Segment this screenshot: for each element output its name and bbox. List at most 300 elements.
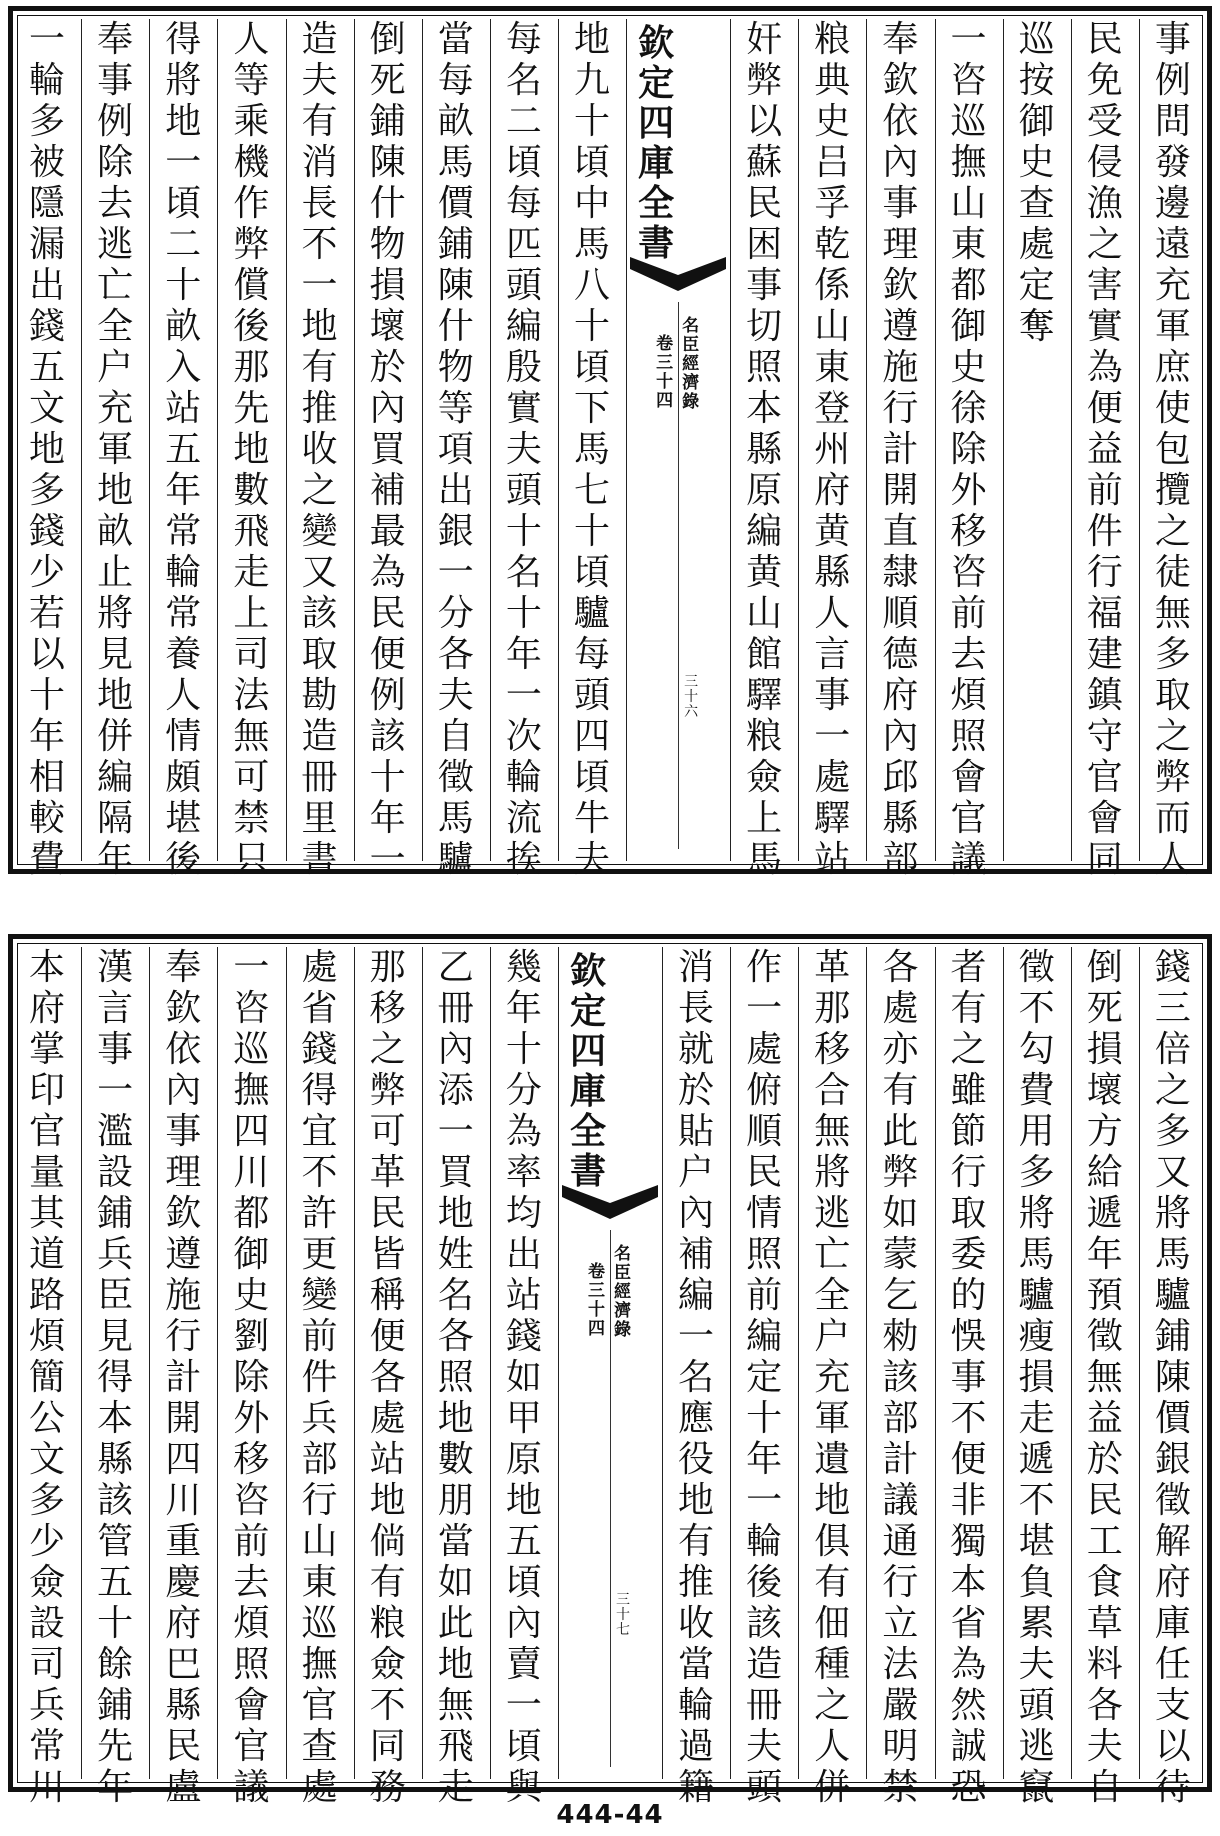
text-column	[490, 947, 558, 1808]
glyph: 民	[369, 593, 406, 634]
glyph: 公	[29, 1398, 66, 1439]
glyph: 一	[369, 839, 406, 880]
glyph: 部	[882, 1398, 919, 1439]
glyph: 法	[882, 1644, 919, 1685]
text-column	[422, 19, 490, 880]
glyph: 官	[29, 1111, 66, 1152]
glyph: 事	[950, 1357, 987, 1398]
glyph: 畝	[437, 101, 474, 142]
glyph: 作	[746, 947, 783, 988]
glyph: 銀	[437, 511, 474, 552]
glyph: 節	[950, 1111, 987, 1152]
glyph: 路	[29, 1275, 66, 1316]
glyph: 人	[1154, 839, 1191, 880]
glyph: 先	[233, 388, 270, 429]
page-number: 444-44	[556, 1800, 664, 1830]
glyph: 內	[369, 388, 406, 429]
glyph: 堪	[1018, 1521, 1055, 1562]
glyph: 一	[950, 19, 987, 60]
glyph: 以	[29, 634, 66, 675]
column-rule	[935, 19, 936, 861]
glyph: 禁	[233, 798, 270, 839]
glyph: 不	[1018, 1480, 1055, 1521]
glyph: 此	[437, 1603, 474, 1644]
glyph: 將	[814, 1152, 851, 1193]
glyph: 除	[233, 1357, 270, 1398]
glyph: 就	[678, 1029, 715, 1070]
glyph: 宜	[301, 1111, 338, 1152]
glyph: 站	[814, 839, 851, 880]
glyph: 七	[574, 470, 611, 511]
glyph: 夫	[505, 429, 542, 470]
text-column	[217, 19, 285, 880]
glyph: 養	[165, 634, 202, 675]
column-rule	[354, 947, 355, 1779]
glyph: 造	[301, 716, 338, 757]
glyph: 那	[369, 947, 406, 988]
glyph: 官	[301, 1685, 338, 1726]
column-rule	[1139, 19, 1140, 861]
fold-title-glyph: 定	[638, 62, 675, 104]
glyph: 欽	[165, 1193, 202, 1234]
glyph: 縣	[165, 1685, 202, 1726]
glyph: 庫	[1154, 1603, 1191, 1644]
glyph: 軍	[97, 429, 134, 470]
fold-juan	[588, 1263, 605, 1339]
glyph: 役	[678, 1439, 715, 1480]
glyph: 嚴	[882, 1685, 919, 1726]
glyph: 省	[301, 988, 338, 1029]
glyph: 鋪	[437, 224, 474, 265]
glyph: 價	[1154, 1398, 1191, 1439]
glyph: 變	[301, 1275, 338, 1316]
glyph: 行	[165, 1316, 202, 1357]
glyph: 又	[301, 552, 338, 593]
fold-title-glyph: 欽	[569, 950, 606, 992]
glyph: 前	[301, 1316, 338, 1357]
glyph: 照	[746, 1234, 783, 1275]
glyph: 添	[437, 1070, 474, 1111]
leaf-bottom	[8, 934, 1212, 1808]
glyph: 若	[29, 593, 66, 634]
glyph: 勾	[1018, 1029, 1055, 1070]
glyph: 頭	[746, 1767, 783, 1808]
text-column	[798, 19, 866, 880]
glyph: 革	[369, 1152, 406, 1193]
glyph: 漏	[29, 224, 66, 265]
glyph: 悞	[950, 1316, 987, 1357]
glyph: 民	[746, 183, 783, 224]
glyph: 最	[369, 511, 406, 552]
glyph: 四	[233, 1111, 270, 1152]
glyph: 情	[746, 1193, 783, 1234]
glyph: 五	[97, 1562, 134, 1603]
glyph: 常	[29, 1726, 66, 1767]
glyph: 頃	[505, 1562, 542, 1603]
glyph: 內	[505, 1603, 542, 1644]
glyph: 為	[1086, 347, 1123, 388]
column-rule	[935, 947, 936, 1779]
glyph: 站	[369, 1439, 406, 1480]
glyph: 頃	[574, 552, 611, 593]
glyph: 攬	[1154, 470, 1191, 511]
fold-title-glyph: 書	[569, 1150, 606, 1192]
glyph: 川	[165, 1480, 202, 1521]
glyph: 處	[301, 1767, 338, 1808]
glyph: 入	[165, 347, 202, 388]
glyph: 見	[97, 634, 134, 675]
glyph: 年	[746, 1439, 783, 1480]
glyph: 較	[29, 798, 66, 839]
glyph: 為	[950, 1644, 987, 1685]
glyph: 均	[505, 1193, 542, 1234]
glyph: 黄	[746, 552, 783, 593]
glyph: 補	[678, 1234, 715, 1275]
column-rule	[217, 947, 218, 1779]
glyph: 十	[97, 1603, 134, 1644]
glyph: 地	[678, 1480, 715, 1521]
glyph: 事	[97, 60, 134, 101]
glyph: 雖	[950, 1070, 987, 1111]
glyph: 充	[1154, 265, 1191, 306]
glyph: 建	[1086, 634, 1123, 675]
glyph: 出	[437, 470, 474, 511]
glyph: 民	[1086, 1480, 1123, 1521]
glyph: 計	[882, 429, 919, 470]
glyph: 償	[233, 265, 270, 306]
column-rule	[354, 19, 355, 861]
glyph: 掌	[29, 1029, 66, 1070]
glyph: 民	[165, 1726, 202, 1767]
glyph: 粮	[746, 716, 783, 757]
glyph: 户	[97, 347, 134, 388]
glyph: 里	[301, 798, 338, 839]
glyph: 一	[165, 142, 202, 183]
glyph: 益	[1086, 1398, 1123, 1439]
glyph: 文	[29, 1439, 66, 1480]
glyph: 人	[165, 675, 202, 716]
glyph: 移	[369, 988, 406, 1029]
glyph: 事	[814, 675, 851, 716]
glyph: 倍	[1154, 1029, 1191, 1070]
glyph: 冊	[301, 757, 338, 798]
glyph: 户	[814, 1316, 851, 1357]
glyph: 除	[950, 429, 987, 470]
glyph: 去	[97, 183, 134, 224]
glyph: 發	[1154, 142, 1191, 183]
glyph: 本	[29, 947, 66, 988]
glyph: 什	[369, 183, 406, 224]
glyph: 少	[29, 552, 66, 593]
glyph: 名	[678, 1357, 715, 1398]
glyph: 二	[505, 101, 542, 142]
text-column	[730, 947, 798, 1808]
glyph: 史	[1018, 142, 1055, 183]
glyph: 地	[233, 429, 270, 470]
glyph: 十	[746, 1398, 783, 1439]
glyph: 驛	[814, 798, 851, 839]
glyph: 負	[1018, 1562, 1055, 1603]
glyph: 此	[882, 1111, 919, 1152]
column-rule	[422, 947, 423, 1779]
glyph: 東	[950, 224, 987, 265]
glyph: 隱	[29, 183, 66, 224]
glyph: 十	[165, 265, 202, 306]
glyph: 邊	[1154, 183, 1191, 224]
glyph: 多	[1018, 1152, 1055, 1193]
glyph: 前	[746, 1275, 783, 1316]
glyph: 革	[814, 947, 851, 988]
glyph: 移	[814, 1029, 851, 1070]
glyph: 煩	[233, 1603, 270, 1644]
column-rule	[149, 947, 150, 1779]
glyph: 給	[1086, 1152, 1123, 1193]
glyph: 史	[814, 101, 851, 142]
glyph: 賣	[505, 1644, 542, 1685]
column-rule	[866, 947, 867, 1779]
glyph: 飛	[437, 1726, 474, 1767]
text-column	[866, 19, 934, 880]
glyph: 管	[97, 1521, 134, 1562]
glyph: 料	[1086, 1644, 1123, 1685]
glyph: 便	[950, 1439, 987, 1480]
glyph: 便	[369, 1316, 406, 1357]
glyph: 撫	[233, 1070, 270, 1111]
glyph: 死	[1086, 988, 1123, 1029]
glyph: 處	[1018, 224, 1055, 265]
glyph: 無	[814, 1111, 851, 1152]
fold-title-glyph: 庫	[638, 142, 675, 184]
glyph: 其	[29, 1193, 66, 1234]
fold-book-title-glyph: 錄	[682, 392, 700, 412]
glyph: 問	[1154, 101, 1191, 142]
glyph: 御	[1018, 101, 1055, 142]
fold-title-glyph: 四	[638, 102, 675, 144]
glyph: 頭	[505, 470, 542, 511]
fold-juan-glyph: 三	[588, 1281, 605, 1301]
fold-title-glyph: 書	[638, 222, 675, 264]
column-rule	[626, 19, 627, 861]
text-column	[81, 947, 149, 1808]
glyph: 咨	[233, 988, 270, 1029]
glyph: 走	[437, 1767, 474, 1808]
glyph: 內	[882, 142, 919, 183]
glyph: 八	[574, 265, 611, 306]
glyph: 常	[165, 511, 202, 552]
glyph: 漁	[1086, 183, 1123, 224]
glyph: 計	[165, 1357, 202, 1398]
text-column	[866, 947, 934, 1808]
glyph: 取	[301, 634, 338, 675]
glyph: 通	[882, 1521, 919, 1562]
glyph: 福	[1086, 593, 1123, 634]
glyph: 弊	[233, 224, 270, 265]
glyph: 巴	[165, 1644, 202, 1685]
glyph: 困	[746, 224, 783, 265]
glyph: 逃	[97, 224, 134, 265]
glyph: 於	[678, 1070, 715, 1111]
glyph: 僉	[746, 757, 783, 798]
glyph: 處	[882, 988, 919, 1029]
glyph: 十	[505, 593, 542, 634]
fold-juan-glyph: 四	[588, 1319, 605, 1339]
glyph: 山	[746, 593, 783, 634]
glyph: 與	[505, 1767, 542, 1808]
glyph: 可	[233, 757, 270, 798]
glyph: 者	[950, 947, 987, 988]
glyph: 姓	[437, 1234, 474, 1275]
glyph: 造	[746, 1644, 783, 1685]
glyph: 不	[1018, 988, 1055, 1029]
glyph: 量	[29, 1152, 66, 1193]
fold-title-glyph: 庫	[569, 1070, 606, 1112]
glyph: 言	[814, 634, 851, 675]
fold-juan-glyph: 十	[656, 372, 674, 392]
text-column	[13, 947, 81, 1808]
glyph: 開	[882, 470, 919, 511]
fold-book-title-glyph: 濟	[682, 373, 700, 393]
glyph: 民	[746, 1152, 783, 1193]
glyph: 編	[678, 1275, 715, 1316]
glyph: 史	[950, 347, 987, 388]
glyph: 驢	[437, 839, 474, 880]
glyph: 作	[233, 183, 270, 224]
glyph: 稱	[369, 1275, 406, 1316]
column-rule	[730, 19, 731, 861]
glyph: 前	[950, 593, 987, 634]
fold-column	[558, 945, 662, 1781]
glyph: 人	[233, 19, 270, 60]
glyph: 自	[437, 716, 474, 757]
glyph: 五	[505, 1521, 542, 1562]
glyph: 瘦	[1018, 1316, 1055, 1357]
glyph: 損	[1086, 1029, 1123, 1070]
glyph: 買	[369, 429, 406, 470]
glyph: 隸	[882, 552, 919, 593]
glyph: 止	[97, 552, 134, 593]
glyph: 被	[29, 142, 66, 183]
glyph: 欽	[882, 265, 919, 306]
glyph: 民	[369, 1193, 406, 1234]
glyph: 有	[301, 101, 338, 142]
glyph: 弊	[1154, 757, 1191, 798]
glyph: 用	[1018, 1111, 1055, 1152]
glyph: 撫	[950, 142, 987, 183]
fishtail-mark	[562, 1185, 658, 1219]
glyph: 有	[369, 1562, 406, 1603]
glyph: 貼	[678, 1111, 715, 1152]
glyph: 咨	[950, 552, 987, 593]
glyph: 只	[233, 839, 270, 880]
glyph: 徵	[1086, 1316, 1123, 1357]
column-rule	[1071, 947, 1072, 1779]
glyph: 庶	[1154, 347, 1191, 388]
glyph: 徐	[950, 388, 987, 429]
glyph: 便	[1086, 388, 1123, 429]
glyph: 外	[950, 470, 987, 511]
glyph: 邱	[882, 757, 919, 798]
glyph: 費	[29, 839, 66, 880]
fold-book-title-glyph: 名	[682, 316, 700, 336]
column-rule	[81, 947, 82, 1779]
glyph: 殷	[505, 347, 542, 388]
fold-leaf-number-glyph: 三	[616, 1592, 630, 1608]
text-column	[1139, 19, 1207, 880]
text-column	[1071, 19, 1139, 880]
glyph: 支	[1154, 1685, 1191, 1726]
glyph: 站	[165, 388, 202, 429]
glyph: 設	[97, 1152, 134, 1193]
glyph: 黄	[814, 511, 851, 552]
glyph: 司	[233, 634, 270, 675]
glyph: 軍	[1154, 306, 1191, 347]
glyph: 之	[1154, 511, 1191, 552]
glyph: 順	[882, 593, 919, 634]
glyph: 照	[437, 1357, 474, 1398]
glyph: 府	[165, 1603, 202, 1644]
glyph: 許	[301, 1193, 338, 1234]
glyph: 項	[437, 429, 474, 470]
glyph: 方	[1086, 1111, 1123, 1152]
glyph: 奉	[97, 19, 134, 60]
glyph: 馬	[437, 798, 474, 839]
glyph: 地	[97, 675, 134, 716]
glyph: 分	[437, 593, 474, 634]
glyph: 之	[301, 470, 338, 511]
glyph: 除	[97, 142, 134, 183]
glyph: 馬	[574, 429, 611, 470]
glyph: 議	[882, 1480, 919, 1521]
glyph: 欽	[882, 60, 919, 101]
text-column	[354, 19, 422, 880]
glyph: 害	[1086, 265, 1123, 306]
glyph: 數	[233, 470, 270, 511]
glyph: 不	[301, 224, 338, 265]
glyph: 收	[678, 1603, 715, 1644]
glyph: 併	[814, 1767, 851, 1808]
glyph: 四	[574, 716, 611, 757]
glyph: 每	[574, 634, 611, 675]
glyph: 上	[233, 593, 270, 634]
glyph: 地	[505, 1480, 542, 1521]
column-rule	[798, 947, 799, 1779]
column-rule	[558, 19, 559, 861]
glyph: 長	[301, 183, 338, 224]
glyph: 頭	[574, 675, 611, 716]
glyph: 預	[1086, 1275, 1123, 1316]
glyph: 九	[574, 60, 611, 101]
glyph: 年	[369, 798, 406, 839]
glyph: 流	[505, 798, 542, 839]
glyph: 待	[1154, 1767, 1191, 1808]
glyph: 將	[97, 593, 134, 634]
glyph: 什	[437, 306, 474, 347]
glyph: 臣	[97, 1275, 134, 1316]
glyph: 將	[165, 60, 202, 101]
glyph: 地	[97, 470, 134, 511]
glyph: 移	[950, 511, 987, 552]
glyph: 該	[882, 1357, 919, 1398]
glyph: 一	[437, 1111, 474, 1152]
glyph: 而	[1154, 798, 1191, 839]
glyph: 官	[1086, 757, 1123, 798]
fold-juan	[656, 335, 673, 411]
glyph: 部	[882, 839, 919, 880]
glyph: 頃	[165, 183, 202, 224]
glyph: 銀	[1154, 1439, 1191, 1480]
glyph: 漢	[97, 947, 134, 988]
glyph: 欽	[165, 988, 202, 1029]
